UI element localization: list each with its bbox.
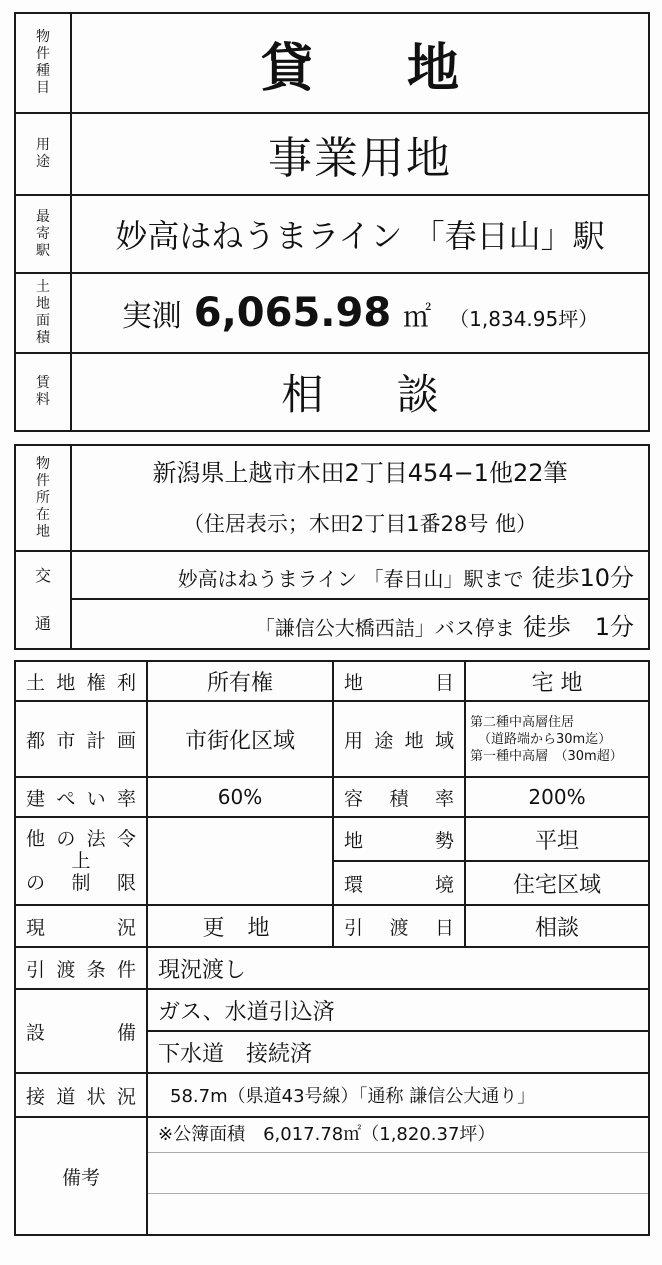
road-label: 接道状況 <box>15 1073 147 1117</box>
location-label: 物 件 所 在 地 <box>15 445 71 551</box>
law-value <box>147 817 333 905</box>
nearest-station: 妙高はねうまライン 「春日山」駅 <box>71 195 649 273</box>
remarks-blank-line <box>148 1153 648 1194</box>
area-unit: ㎡ <box>403 300 432 333</box>
type-label: 物 件 種 目 <box>15 13 71 113</box>
bcr-value: 60% <box>147 777 333 817</box>
status-label: 現況 <box>15 905 147 947</box>
rights-label: 土地権利 <box>15 661 147 701</box>
terrain-label: 地勢 <box>333 817 465 861</box>
planning-label: 都市計画 <box>15 701 147 777</box>
area-number: 6,065.98 <box>193 290 392 336</box>
handover-label: 引渡日 <box>333 905 465 947</box>
remarks-value: ※公簿面積 6,017.78㎡（1,820.37坪） <box>148 1118 648 1153</box>
land-use: 事業用地 <box>71 113 649 195</box>
traffic-label-bottom: 通 <box>15 599 71 649</box>
terrain-value: 平坦 <box>465 817 649 861</box>
equip-line2: 下水道 接続済 <box>147 1031 649 1073</box>
area-prefix: 実測 <box>121 299 182 334</box>
remarks-label: 備考 <box>15 1117 147 1235</box>
equip-label: 設備 <box>15 989 147 1073</box>
zoning-label: 用途地域 <box>333 701 465 777</box>
station-label: 最 寄 駅 <box>15 195 71 273</box>
cond-label: 引渡条件 <box>15 947 147 989</box>
planning-value: 市街化区域 <box>147 701 333 777</box>
env-value: 住宅区域 <box>465 861 649 905</box>
area-tsubo: （1,834.95坪） <box>449 307 599 331</box>
far-label: 容積率 <box>333 777 465 817</box>
residence-display: （住居表示；木田2丁目1番28号 他） <box>71 495 649 551</box>
env-label: 環境 <box>333 861 465 905</box>
far-value: 200% <box>465 777 649 817</box>
details-table <box>14 660 650 1236</box>
landcat-value: 宅 地 <box>465 661 649 701</box>
rent-value: 相 談 <box>71 353 649 431</box>
law-label: 他の法令 上 の制限 <box>15 817 147 905</box>
use-label: 用 途 <box>15 113 71 195</box>
handover-value: 相談 <box>465 905 649 947</box>
traffic-label-top: 交 <box>15 551 71 599</box>
address: 新潟県上越市木田2丁目454−1他22筆 <box>71 445 649 495</box>
rights-value: 所有権 <box>147 661 333 701</box>
landcat-label: 地目 <box>333 661 465 701</box>
rent-label: 賃 料 <box>15 353 71 431</box>
bus-access: 「謙信公大橋西詰」バス停ま 徒歩 1分 <box>71 599 649 649</box>
location-table <box>14 444 650 650</box>
zoning-value: 第二種中高層住居 （道路端から30m迄） 第一種中高層 （30m超） <box>465 701 649 777</box>
equip-line1: ガス、水道引込済 <box>147 989 649 1031</box>
summary-table <box>14 12 650 432</box>
property-type: 貸 地 <box>71 13 649 113</box>
cond-value: 現況渡し <box>147 947 649 989</box>
train-access: 妙高はねうまライン 「春日山」駅まで 徒歩10分 <box>71 551 649 599</box>
land-area <box>71 273 649 353</box>
status-value: 更 地 <box>147 905 333 947</box>
area-label: 土 地 面 積 <box>15 273 71 353</box>
bcr-label: 建ぺい率 <box>15 777 147 817</box>
road-value: 58.7m（県道43号線）「通称 謙信公大通り」 <box>147 1073 649 1117</box>
remarks-area <box>147 1117 649 1235</box>
